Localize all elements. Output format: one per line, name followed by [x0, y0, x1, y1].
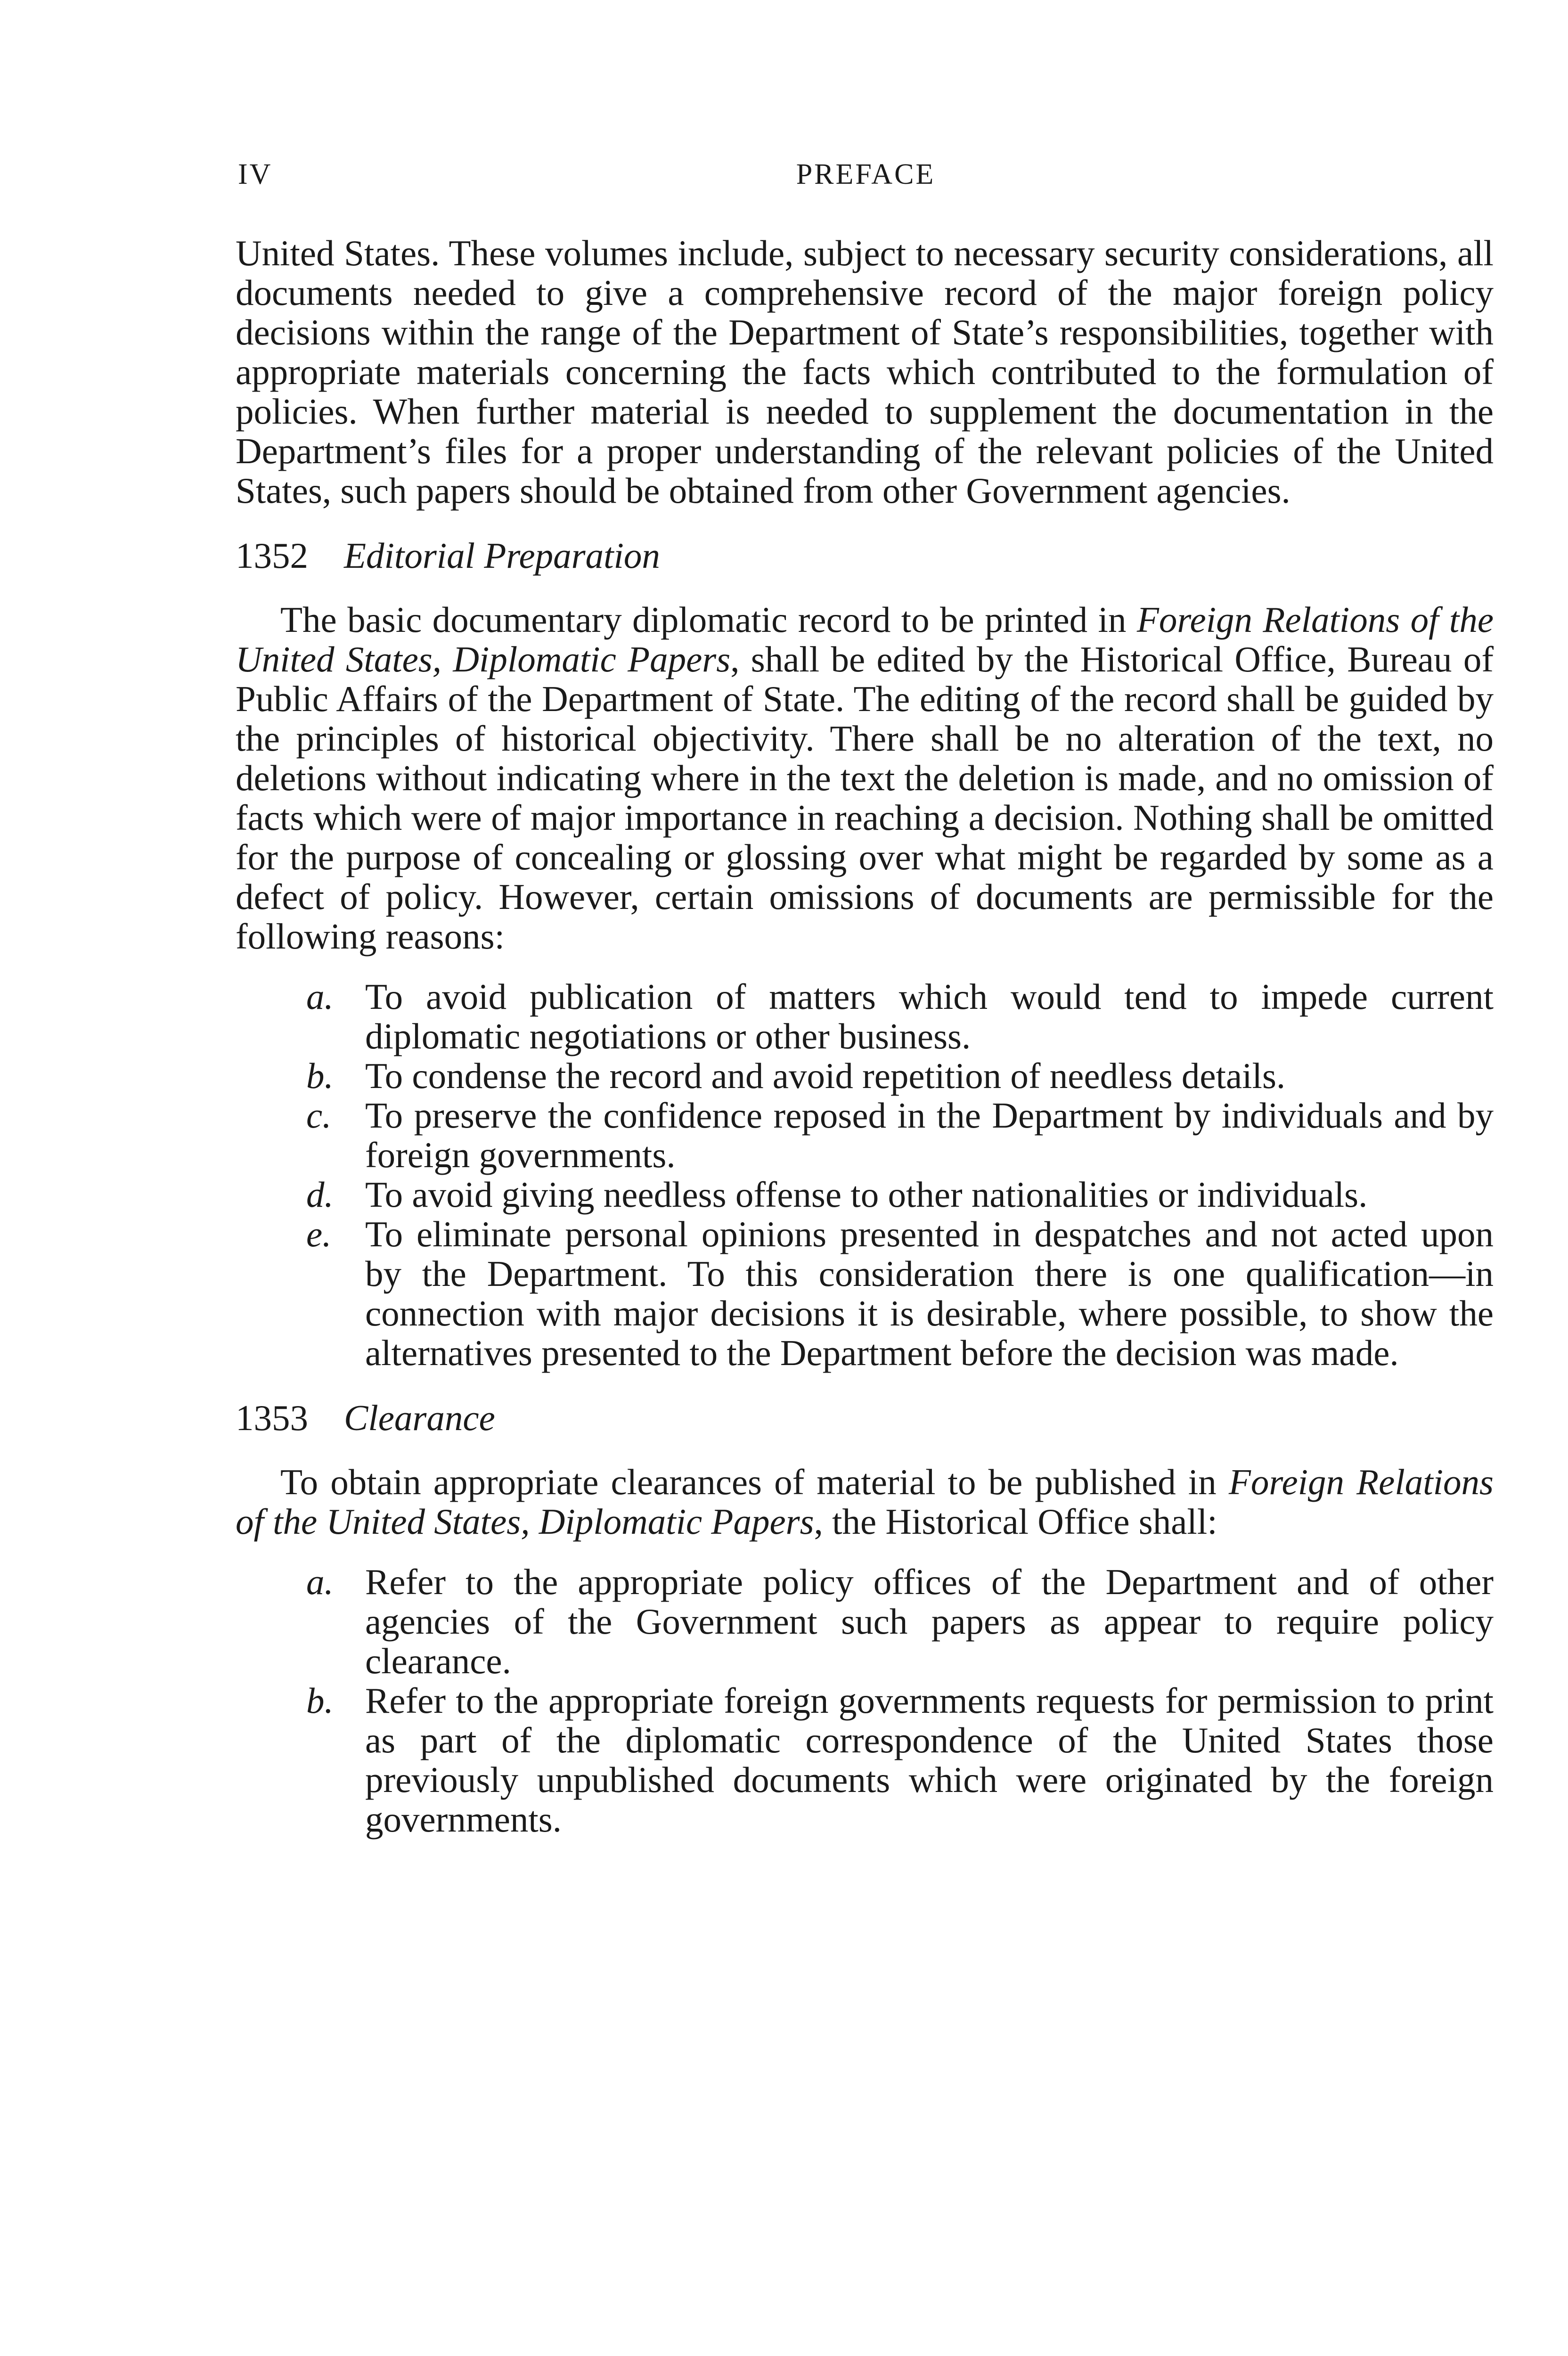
- body-text: [236, 233, 1494, 1839]
- list-item: [306, 1174, 1494, 1215]
- item-text: To eliminate personal opinions presented in despatches and not acted upon by the Department. To this consideration there is one qualification—in connection with major decisions it is desirable, where possible, to show the alternatives presented to the Department before the decision was made.: [365, 1214, 1494, 1373]
- item-letter: b.: [306, 1055, 334, 1096]
- clearance-steps-list: [236, 1562, 1494, 1839]
- section-title: Clearance: [344, 1398, 495, 1438]
- intro-text: The basic documentary diplomatic record to be printed in: [280, 599, 1137, 640]
- omission-reasons-list: [236, 977, 1494, 1373]
- section-1353-intro: [236, 1462, 1494, 1541]
- item-text: Refer to the appropriate policy offices of the Department and of other agencies of the Government such papers as appear to require policy clearance.: [365, 1562, 1494, 1681]
- intro-text-continued: , the Historical Office shall:: [814, 1501, 1217, 1542]
- section-title: Editorial Preparation: [344, 535, 660, 576]
- running-head: [238, 158, 1494, 200]
- list-item: [306, 1055, 1494, 1096]
- intro-text: To obtain appropriate clearances of material to be published in: [280, 1462, 1229, 1502]
- section-heading-1353: [236, 1398, 1494, 1438]
- running-head-title: PREFACE: [796, 158, 936, 190]
- list-item: [306, 1562, 1494, 1681]
- item-letter: a.: [306, 976, 334, 1017]
- intro-text-continued: , shall be edited by the Historical Office, Bureau of Public Affairs of the Department of State. The editing of the record shall be guided by the principles of historical objectivity. There shall be no alteration of the text, no deletions without indicating where in the text the deletion is made, and no omission of facts which were of major importance in reaching a decision. Nothing shall be omitted for the purpose of concealing or glossing over what might be regarded by some as a defect of policy. However, certain omissions of documents are permissible for the following reasons:: [236, 639, 1494, 957]
- section-number: 1352: [236, 535, 308, 576]
- list-item: [306, 976, 1494, 1056]
- publication-title: Foreign Relations of the United States, Diplomatic Papers: [236, 599, 1494, 679]
- item-text: To avoid giving needless offense to other nationalities or individuals.: [365, 1174, 1368, 1215]
- item-text: To preserve the confidence reposed in the Department by individuals and by foreign governments.: [365, 1095, 1494, 1175]
- section-number: 1353: [236, 1398, 308, 1438]
- publication-title: Foreign Relations of the United States, Diplomatic Papers: [236, 1462, 1494, 1542]
- section-1352-intro: [236, 600, 1494, 956]
- list-item: [306, 1214, 1494, 1373]
- section-heading-1352: [236, 536, 1494, 575]
- list-item: [306, 1095, 1494, 1175]
- item-letter: b.: [306, 1680, 334, 1721]
- list-item: [306, 1680, 1494, 1840]
- item-text: To condense the record and avoid repetition of needless details.: [365, 1055, 1286, 1096]
- page-number: IV: [238, 158, 273, 190]
- item-text: To avoid publication of matters which would tend to impede current diplomatic negotiations or other business.: [365, 976, 1494, 1056]
- item-letter: a.: [306, 1562, 334, 1602]
- item-letter: e.: [306, 1214, 332, 1254]
- opening-paragraph: United States. These volumes include, subject to necessary security considerations, all documents needed to give a comprehensive record of the major foreign policy decisions within the range of the Department of State’s responsibilities, together with appropriate materials concerning the facts which contributed to the formulation of policies. When further material is needed to supplement the documentation in the Department’s files for a proper understanding of the relevant policies of the United States, such papers should be obtained from other Government agencies.: [236, 233, 1494, 511]
- item-letter: d.: [306, 1174, 334, 1215]
- item-letter: c.: [306, 1095, 332, 1136]
- item-text: Refer to the appropriate foreign governments requests for permission to print as part of the diplomatic correspondence of the United States those previously unpublished documents which were originated by the foreign governments.: [365, 1680, 1494, 1840]
